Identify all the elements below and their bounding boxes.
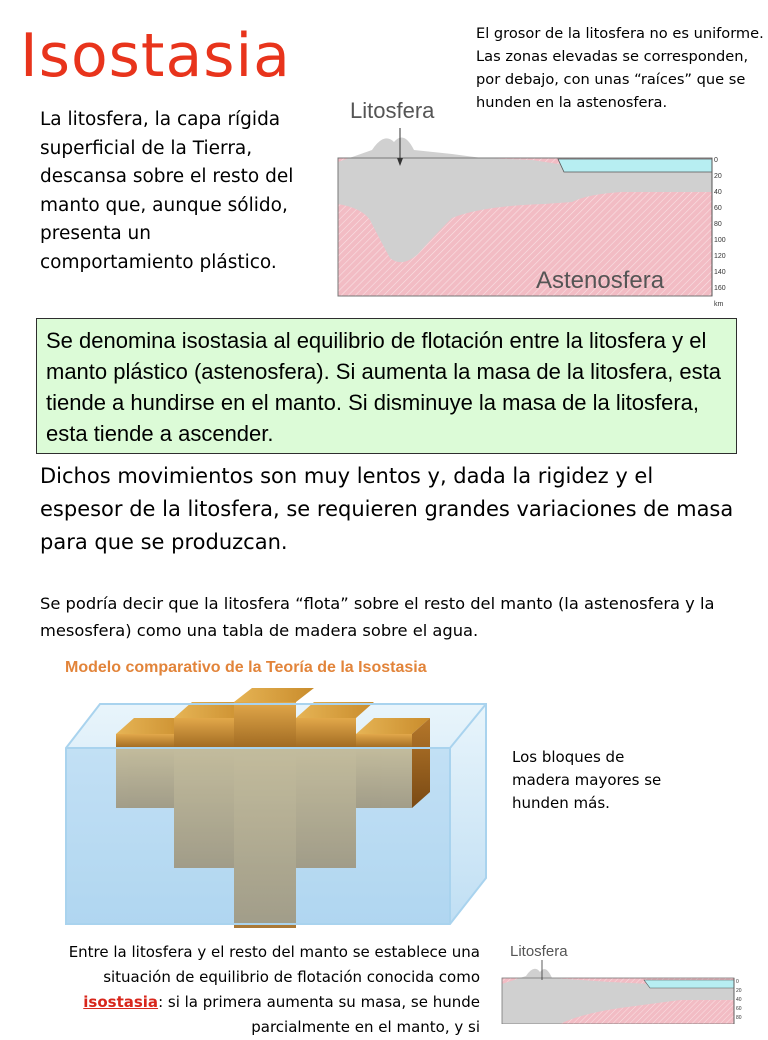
isostasia-link[interactable]: isostasia — [83, 993, 159, 1011]
small-lithosphere-label: Litosfera — [510, 943, 568, 960]
asthenosphere-label: Astenosfera — [536, 267, 665, 294]
depth-tick-20: 20 — [714, 173, 722, 180]
depth-tick-100: 100 — [714, 237, 726, 244]
depth-tick-160: 160 — [714, 285, 726, 292]
water-front-face — [66, 748, 450, 924]
bigger-blocks-note-text: Los bloques de madera mayores se hunden más. — [512, 748, 662, 812]
ocean-layer — [558, 159, 712, 172]
isostasy-definition-box: Se denomina isostasia al equilibrio de flotación entre la litosfera y el manto plástico (astenosfera). Si aumenta la masa de la litosfera, esta tiende a hundirse en el manto. Si disminuye la masa de la litosfera, esta tiende a ascender. — [36, 318, 737, 454]
slow-movements-paragraph: Dichos movimientos son muy lentos y, dada la rigidez y el espesor de la litosfera, se requieren grandes variaciones de masa para que se produzcan. — [40, 464, 734, 554]
equilibrium-text-before: Entre la litosfera y el resto del manto se establece una situación de equilibrio de flotación conocida como — [68, 943, 480, 986]
equilibrium-text-after: : si la primera aumenta su masa, se hunde parcialmente en el manto, y si — [158, 993, 480, 1036]
wooden-blocks-model-figure — [50, 688, 496, 930]
small-depth-tick-20: 20 — [736, 988, 742, 994]
depth-tick-120: 120 — [714, 253, 726, 260]
lithosphere-label: Litosfera — [350, 98, 435, 123]
depth-tick-80: 80 — [714, 221, 722, 228]
depth-tick-140: 140 — [714, 269, 726, 276]
lithosphere-cross-section-figure — [332, 92, 732, 316]
small-depth-tick-40: 40 — [736, 997, 742, 1003]
small-lithosphere-figure — [500, 938, 758, 1024]
depth-tick-60: 60 — [714, 205, 722, 212]
floating-analogy-paragraph: Se podría decir que la litosfera “flota” sobre el resto del manto (la astenosfera y la mesosfera) como una tabla de madera sobre el agua. — [40, 594, 715, 640]
small-depth-tick-0: 0 — [736, 979, 739, 985]
small-depth-tick-80: 80 — [736, 1015, 742, 1021]
small-depth-tick-60: 60 — [736, 1006, 742, 1012]
bigger-blocks-note — [512, 746, 662, 815]
lithosphere-thickness-note: El grosor de la litosfera no es uniforme. Las zonas elevadas se corresponden, por debajo, con unas “raíces” que se hunden en la astenosfera. — [476, 25, 764, 111]
intro-paragraph: La litosfera, la capa rígida superficial de la Tierra, descansa sobre el resto del manto que, aunque sólido, presenta un comportamiento plástico. — [40, 109, 294, 273]
depth-tick-0: 0 — [714, 157, 718, 164]
depth-tick-40: 40 — [714, 189, 722, 196]
page-title: Isostasia — [20, 21, 291, 91]
depth-unit: km — [714, 301, 724, 308]
model-title: Modelo comparativo de la Teoría de la Isostasia — [65, 659, 427, 676]
equilibrium-paragraph — [30, 940, 480, 1040]
